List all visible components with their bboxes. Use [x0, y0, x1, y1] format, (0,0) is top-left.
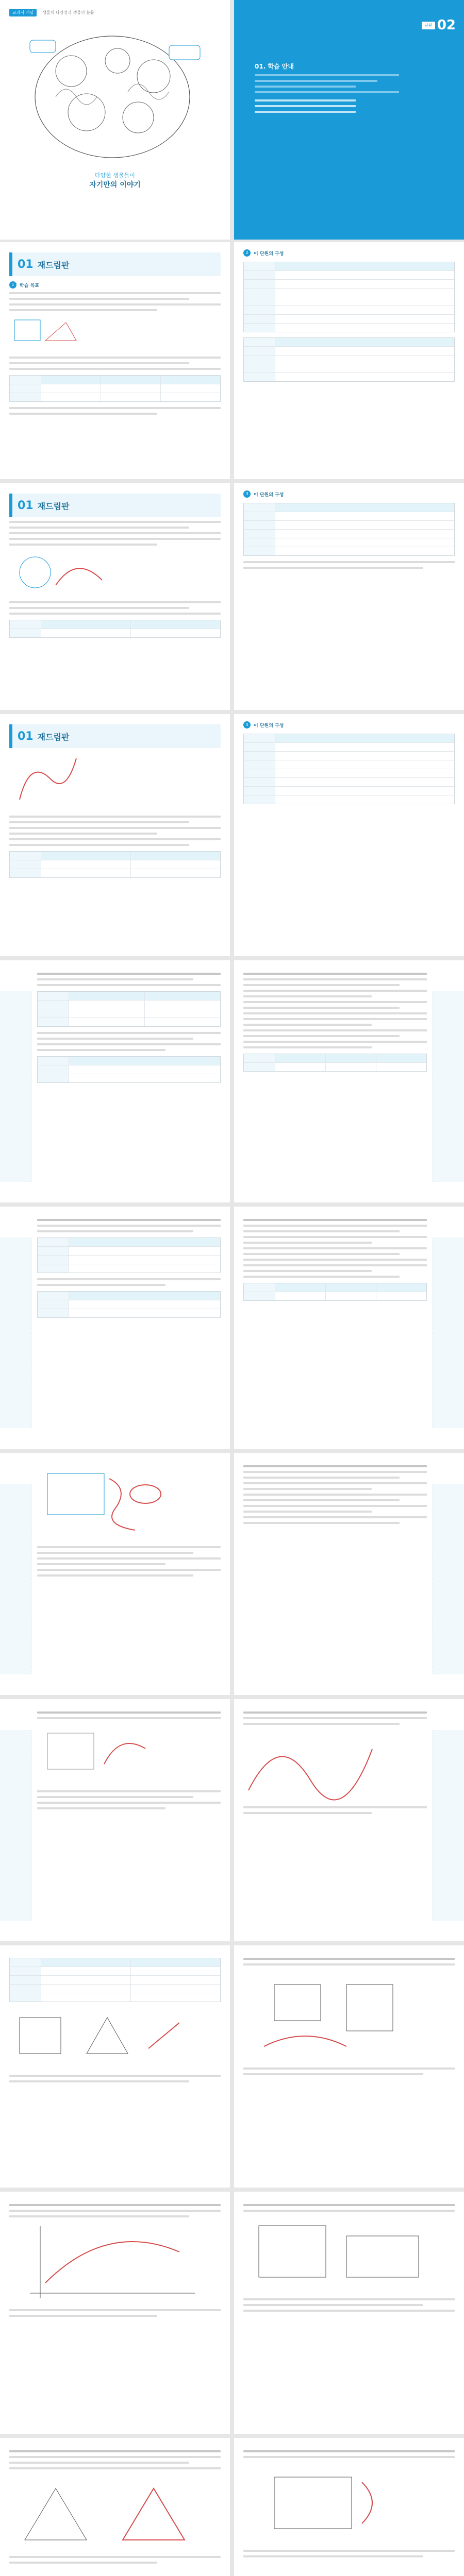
spread4-right	[234, 714, 464, 956]
spread-1	[0, 0, 464, 240]
margin-notes	[433, 1238, 464, 1428]
section-dot: 3	[243, 490, 251, 498]
spread8-left	[0, 1699, 230, 1941]
handwritten-figure	[37, 1723, 171, 1785]
spread-3	[0, 483, 464, 710]
section-dot: 2	[243, 249, 251, 257]
rect-figure	[243, 2462, 450, 2544]
structure-table	[243, 734, 455, 804]
handwritten-curve	[243, 1728, 377, 1801]
chapter-banner	[9, 252, 221, 276]
cover-page	[0, 0, 230, 240]
figure-diagram	[9, 315, 81, 351]
margin-notes	[0, 1730, 31, 1921]
cover-title-line1: 다양한 생물들이	[95, 172, 135, 179]
spread-6	[0, 1207, 464, 1449]
cover-illustration	[9, 25, 221, 164]
intro-title: 01. 학습 안내	[255, 63, 294, 70]
chapter-number: 01	[18, 258, 34, 271]
margin-notes	[0, 1484, 31, 1674]
spread2-left	[0, 242, 230, 479]
chapter-banner	[9, 494, 221, 517]
spread8-right	[234, 1699, 464, 1941]
spread5-right	[234, 960, 464, 1202]
spread4-left	[0, 714, 230, 956]
spread6-right	[234, 1207, 464, 1449]
data-table	[9, 1958, 221, 2002]
spread7-right	[234, 1453, 464, 1695]
spread-10	[0, 2192, 464, 2434]
chapter-title: 재드림판	[37, 260, 70, 270]
spread7-left	[0, 1453, 230, 1695]
data-table	[9, 620, 221, 638]
data-table	[9, 375, 221, 402]
chapter-banner	[9, 724, 221, 748]
margin-notes	[433, 1730, 464, 1921]
structure-table-2	[243, 337, 455, 382]
margin-notes	[433, 991, 464, 1182]
spread-7	[0, 1453, 464, 1695]
chapter-number: 01	[18, 730, 34, 743]
spread-9	[0, 1945, 464, 2188]
spread-11	[0, 2438, 464, 2576]
margin-notes	[0, 1238, 31, 1428]
spread5-left	[0, 960, 230, 1202]
data-table	[243, 1054, 427, 1072]
data-table-2	[37, 1056, 221, 1083]
section-title: 이 단원의 구성	[254, 492, 284, 498]
margin-notes	[433, 1484, 464, 1674]
cover-heading-small: 생물의 다양성과 생물의 분류	[42, 10, 94, 15]
structure-table	[243, 262, 455, 332]
annotated-figure	[9, 549, 112, 596]
chapter-label: 단원	[422, 22, 435, 29]
data-table-2	[37, 1291, 221, 1318]
section-dot: 1	[9, 281, 16, 289]
section-dot: 4	[243, 721, 251, 728]
chapter-title: 재드림판	[37, 732, 70, 742]
spread-5	[0, 960, 464, 1202]
chapter-title: 재드림판	[37, 501, 70, 511]
spread9-right	[234, 1945, 464, 2188]
spread-2	[0, 242, 464, 479]
spread10-right	[234, 2192, 464, 2434]
cover-title-line2: 자기만의 이야기	[89, 181, 141, 189]
spread10-left	[0, 2192, 230, 2434]
spread6-left	[0, 1207, 230, 1449]
coordinate-figure	[9, 2221, 216, 2303]
triangle-figures	[9, 2473, 216, 2550]
hand-drawn-figure	[9, 748, 81, 810]
shape-figures	[243, 1969, 450, 2062]
spread11-right	[234, 2438, 464, 2576]
rectangle-figure	[243, 2215, 450, 2293]
handwritten-diagram	[37, 1463, 171, 1540]
chapter-badge: 02	[437, 18, 456, 33]
spread3-left	[0, 483, 230, 710]
data-table	[243, 1283, 427, 1301]
spread-4	[0, 714, 464, 956]
data-table	[9, 851, 221, 878]
chapter-intro-page	[234, 0, 464, 240]
cover-tag: 교과서 개념	[9, 9, 37, 16]
shape-figures	[9, 2007, 216, 2069]
data-table	[37, 1238, 221, 1273]
structure-table	[243, 503, 455, 556]
spread2-right	[234, 242, 464, 479]
spread11-left	[0, 2438, 230, 2576]
section-title: 이 단원의 구성	[254, 251, 284, 257]
data-table	[37, 991, 221, 1027]
section-title: 학습 목표	[20, 283, 39, 289]
chapter-number: 01	[18, 499, 34, 512]
margin-notes	[0, 991, 31, 1182]
spread9-left	[0, 1945, 230, 2188]
spread3-right	[234, 483, 464, 710]
section-title: 이 단원의 구성	[254, 723, 284, 728]
spread-8	[0, 1699, 464, 1941]
